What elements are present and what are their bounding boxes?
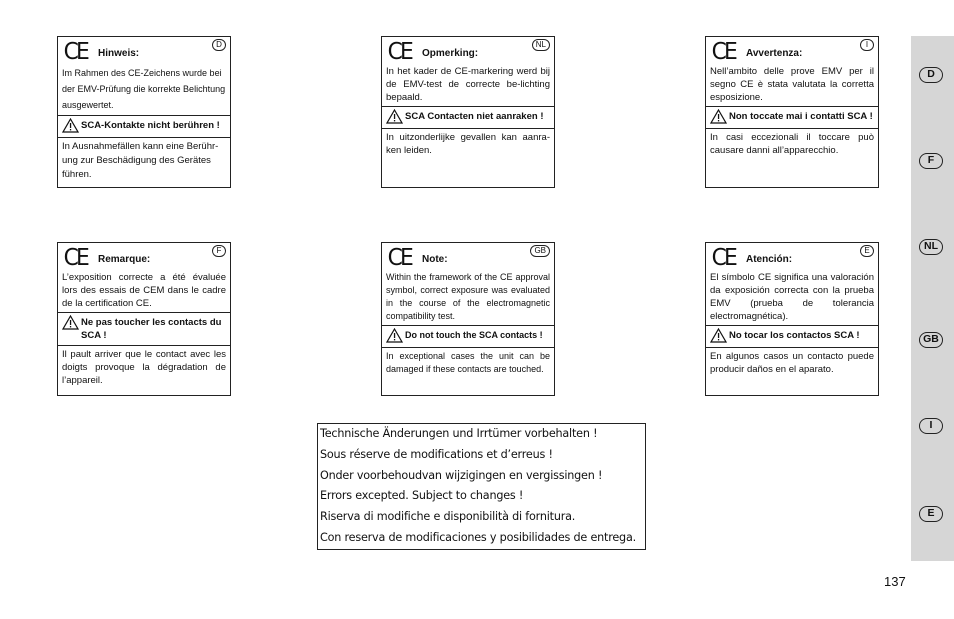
disclaimer-line-es: Con reserva de modificaciones y posibilidades de entrega.: [320, 530, 636, 544]
language-badge: E: [860, 245, 874, 257]
warning-triangle-icon: [710, 109, 727, 124]
sidebar-tab-f[interactable]: F: [919, 153, 943, 169]
sidebar-tab-nl[interactable]: NL: [919, 239, 943, 255]
sidebar-tab-e[interactable]: E: [919, 506, 943, 522]
notice-header: [62, 39, 226, 65]
notice-text: En algunos casos un contacto puede producir daños en el aparato.: [710, 351, 874, 375]
warning-text: Do not touch the SCA contacts !: [405, 330, 543, 340]
notice-title: Avvertenza:: [746, 48, 803, 59]
notice-text: In uitzonderlijke gevallen kan aanraken leiden.: [386, 132, 550, 156]
notice-box-de: [57, 36, 231, 188]
warning-row: [62, 315, 226, 342]
language-badge: F: [212, 245, 226, 257]
notice-header: [710, 245, 874, 271]
warning-row: [386, 109, 550, 125]
divider: [382, 106, 554, 107]
warning-row: [710, 109, 874, 125]
divider: [706, 325, 878, 326]
divider: [382, 128, 554, 129]
warning-text: SCA Contacten niet aanraken !: [405, 111, 544, 122]
divider: [58, 115, 230, 116]
notice-header: [710, 39, 874, 65]
divider: [382, 347, 554, 348]
notice-text: Im Rahmen des CE-Zeichens wurde bei der EMV-Prüfung die korrekte Belichtung ausgewertet.: [62, 68, 226, 110]
warning-row: [386, 328, 550, 344]
divider: [706, 128, 878, 129]
notice-text: In het kader de CE-markering werd bij de EMV-test de correcte be-lichting bepaald.: [386, 66, 550, 103]
divider: [382, 325, 554, 326]
notice-text: Within the framework of the CE approval symbol, correct exposure was evaluated in the course of the electromagnetic compatibility test.: [386, 272, 550, 321]
notice-box-gb: [381, 242, 555, 396]
notice-text: In exceptional cases the unit can be damaged if these contacts are touched.: [386, 351, 550, 374]
ce-mark-icon: CE: [63, 39, 87, 65]
notice-title: Atención:: [746, 254, 793, 265]
notice-box-fr: [57, 242, 231, 396]
notice-title: Remarque:: [98, 254, 151, 265]
notice-text: Il pault arriver que le contact avec les doigts provoque la dégradation de l’appareil.: [62, 349, 226, 386]
sidebar-tab-d[interactable]: D: [919, 67, 943, 83]
language-badge: NL: [532, 39, 550, 51]
disclaimer-box: [317, 423, 646, 550]
warning-text: SCA-Kontakte nicht berühren !: [81, 120, 220, 131]
notice-text: In casi eccezionali il toccare può causare danni all’apparecchio.: [710, 132, 874, 156]
notice-title: Note:: [422, 254, 448, 265]
notice-text: L’exposition correcte a été évaluée lors des essais de CEM dans le cadre de la certification CE.: [62, 272, 226, 309]
sidebar-tab-i[interactable]: I: [919, 418, 943, 434]
notice-text: In Ausnahmefällen kann eine Berührung zur Beschädigung des Gerätes führen.: [62, 141, 219, 180]
disclaimer-line-fr: Sous réserve de modifications et d’erreus !: [320, 447, 553, 461]
divider: [706, 347, 878, 348]
ce-mark-icon: CE: [63, 245, 87, 271]
divider: [706, 106, 878, 107]
notice-header: [386, 39, 550, 65]
page-number: 137: [884, 574, 906, 589]
notice-title: Opmerking:: [422, 48, 479, 59]
notice-title: Hinweis:: [98, 48, 140, 59]
notice-header: [386, 245, 550, 271]
language-badge: D: [212, 39, 226, 51]
warning-triangle-icon: [62, 118, 79, 133]
disclaimer-line-de: Technische Änderungen und Irrtümer vorbehalten !: [320, 427, 598, 440]
warning-triangle-icon: [62, 315, 79, 330]
warning-triangle-icon: [386, 328, 403, 343]
language-badge: I: [860, 39, 874, 51]
ce-mark-icon: CE: [711, 39, 735, 65]
notice-box-es: [705, 242, 879, 396]
divider: [58, 312, 230, 313]
language-sidebar: [911, 36, 954, 561]
warning-row: [710, 328, 874, 344]
warning-triangle-icon: [710, 328, 727, 343]
disclaimer-line-gb: Errors excepted. Subject to changes !: [320, 489, 524, 503]
notice-header: [62, 245, 226, 271]
ce-mark-icon: CE: [711, 245, 735, 271]
sidebar-tab-gb[interactable]: GB: [919, 332, 943, 348]
warning-text: No tocar los contactos SCA !: [729, 330, 860, 341]
notice-box-it: [705, 36, 879, 188]
notice-text: El símbolo CE significa una valoración da exposición correcta con la prueba EMV (prueba de tolerancia electromagnética).: [710, 272, 874, 322]
disclaimer-line-it: Riserva di modifiche e disponibilità di fornitura.: [320, 510, 576, 524]
divider: [58, 137, 230, 138]
ce-mark-icon: CE: [387, 39, 411, 65]
notice-text: Nell’ambito delle prove EMV per il segno CE è stata valutata la corretta esposizione.: [710, 66, 874, 103]
warning-triangle-icon: [386, 109, 403, 124]
divider: [58, 345, 230, 346]
language-badge: GB: [530, 245, 550, 257]
warning-text: Non toccate mai i contatti SCA !: [729, 111, 873, 122]
warning-row: [62, 118, 226, 134]
notice-box-nl: [381, 36, 555, 188]
disclaimer-line-nl: Onder voorbehoudvan wijzigingen en vergissingen !: [320, 468, 603, 482]
ce-mark-icon: CE: [387, 245, 411, 271]
warning-text: Ne pas toucher les contacts du SCA !: [81, 317, 222, 341]
